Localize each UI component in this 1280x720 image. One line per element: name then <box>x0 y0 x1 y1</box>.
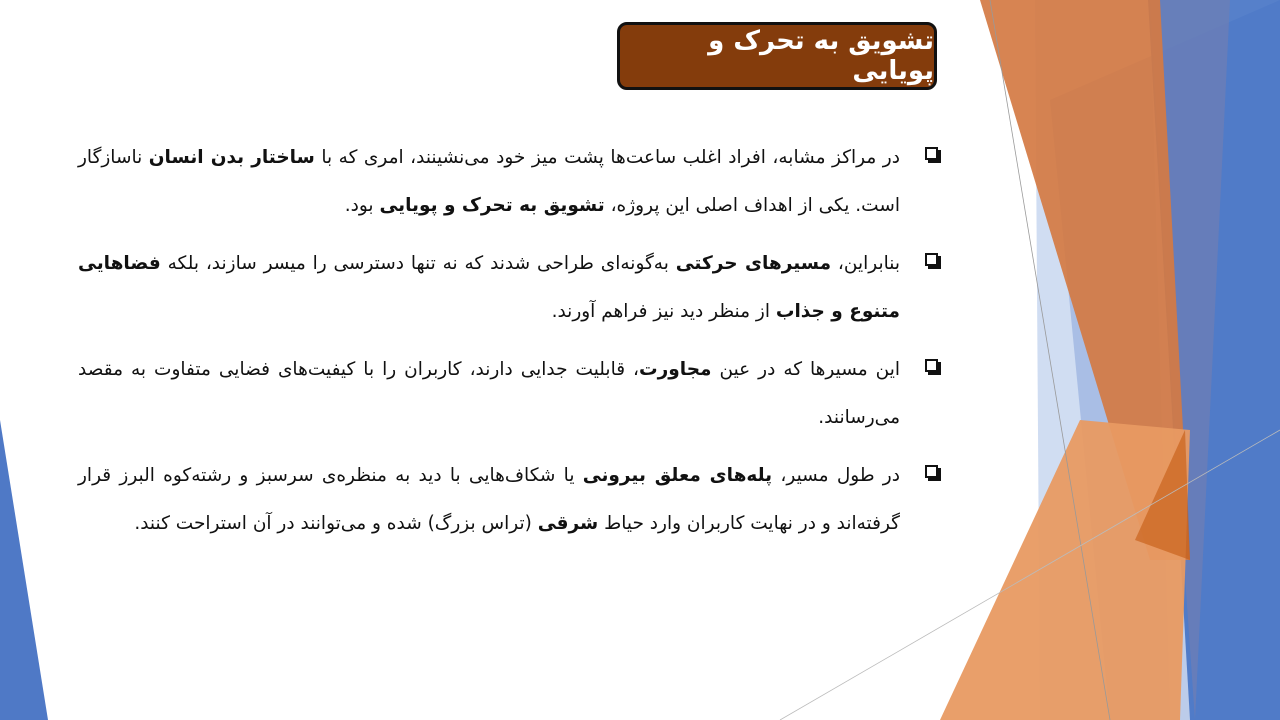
bold-text: مجاورت <box>639 359 712 380</box>
bold-text: شرقی <box>537 513 599 534</box>
bullet-item <box>78 134 940 230</box>
bullet-text: بود. <box>344 195 380 216</box>
bullet-text: از منظر دید نیز فراهم آورند. <box>551 301 776 322</box>
bullet-text: به‌گونه‌ای طراحی شدند که نه تنها دسترسی را میسر سازند، بلکه <box>160 253 676 274</box>
bullet-text: در طول مسیر، <box>772 465 900 486</box>
bullet-text: در مراکز مشابه، افراد اغلب ساعت‌ها پشت میز خود می‌نشینند، امری که با <box>314 147 900 168</box>
bullet-text: بنابراین، <box>831 253 900 274</box>
bullet-item <box>78 346 940 442</box>
checkbox-bullet-icon <box>925 147 938 160</box>
bullet-text: یا شکاف‌هایی با دید به منظره‌ی سرسبز و رشته‌کوه البرز قرار گرفته‌اند و در نهایت کاربران وارد حیاط <box>78 465 900 534</box>
checkbox-bullet-icon <box>925 253 938 266</box>
left-blue-shape <box>0 420 48 720</box>
bullet-text: این مسیرها که در عین <box>711 359 900 380</box>
bullet-item <box>78 240 940 336</box>
bold-text: مسیرهای حرکتی <box>675 253 832 274</box>
bold-text: فضاهایی متنوع و جذاب <box>78 253 900 322</box>
bullet-list <box>78 134 940 558</box>
bullet-text: ناسازگار است. یکی از اهداف اصلی این پروژه، <box>78 147 900 216</box>
bullet-text: (تراس بزرگ) شده و می‌توانند در آن استراحت کنند. <box>134 513 538 534</box>
bullet-text: ، قابلیت جدایی دارند، کاربران را با کیفیت‌های فضایی متفاوت به مقصد می‌رسانند. <box>78 359 900 428</box>
checkbox-bullet-icon <box>925 359 938 372</box>
right-orange-lower-shape <box>940 420 1190 720</box>
bold-text: تشویق به تحرک و پویایی <box>379 195 605 216</box>
title-box <box>617 22 937 90</box>
bullet-item <box>78 452 940 548</box>
bold-text: پله‌های معلق بیرونی <box>582 465 773 486</box>
checkbox-bullet-icon <box>925 465 938 478</box>
bold-text: ساختار بدن انسان <box>148 147 315 168</box>
slide-title: تشویق به تحرک و پویایی <box>708 26 934 86</box>
